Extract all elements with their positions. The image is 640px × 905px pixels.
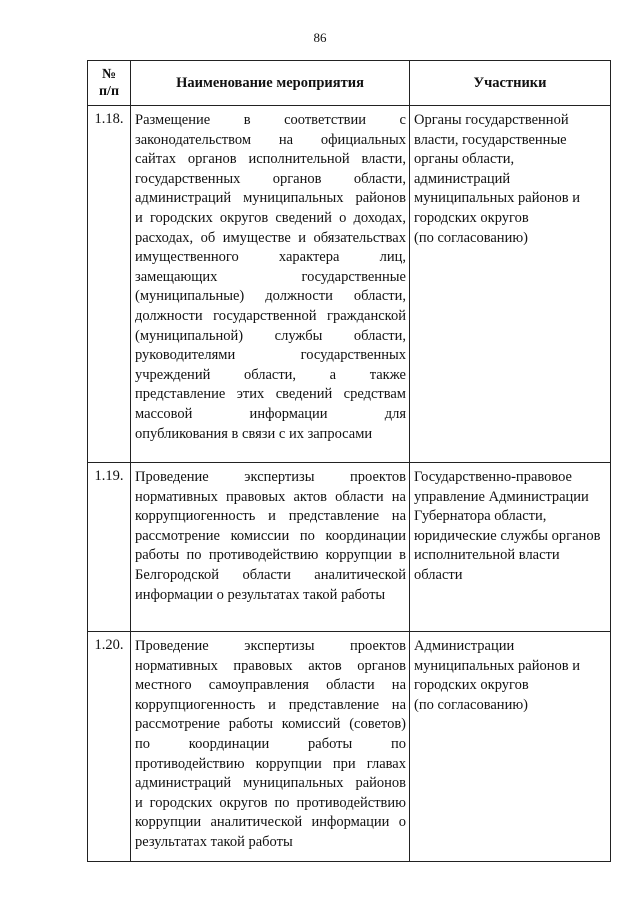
header-participants: Участники: [410, 61, 611, 106]
participants-line: Губернатора области,: [414, 508, 547, 525]
participants-line: муниципальных районов и: [414, 657, 580, 674]
measure-name-line: администраций муниципальных районов: [135, 190, 406, 207]
measure-name-line: имущественного характера лиц,: [135, 249, 406, 266]
header-name: Наименование мероприятия: [131, 61, 410, 106]
measure-name-line: сайтах органов исполнительной власти,: [135, 151, 406, 168]
measure-name-line: противодействию коррупции при главах: [135, 755, 406, 772]
measure-name-line: Проведение экспертизы проектов: [135, 469, 406, 485]
participants-line: городских округов: [414, 209, 529, 226]
table-row: [88, 106, 611, 463]
row-number: 1.20.: [88, 632, 131, 862]
measure-name-line: Белгородской области аналитической: [135, 566, 406, 583]
measure-name: [131, 632, 410, 862]
measure-name-line: коррупции аналитической информации о: [135, 814, 406, 831]
participants-line: (по согласованию): [414, 229, 528, 246]
measure-name-line: замещающих государственные: [135, 268, 406, 285]
participants: [410, 632, 611, 862]
measure-name-line: Размещение в соответствии с: [135, 112, 406, 128]
measure-name-line: администраций муниципальных районов: [135, 775, 406, 792]
measure-name-line: по координации работы по: [135, 735, 406, 752]
measure-name-line: и городских округов сведений о доходах,: [135, 209, 406, 226]
participants-line: исполнительной власти: [414, 547, 560, 564]
participants-line: Администрации: [414, 638, 515, 654]
table-header-row: [88, 61, 611, 106]
measure-name-line: массовой информации для: [135, 405, 406, 422]
participants-line: управление Администрации: [414, 488, 589, 505]
measure-name-line: законодательством на официальных: [135, 131, 406, 148]
participants-line: юридические службы органов: [414, 527, 601, 544]
participants-line: Государственно-правовое: [414, 469, 572, 485]
measure-name-line: и городских округов по противодействию: [135, 794, 406, 811]
measure-name-line: государственных органов области,: [135, 170, 406, 187]
measure-name-line: опубликования в связи с их запросами: [135, 425, 373, 442]
measure-name-line: результатах такой работы: [135, 833, 293, 850]
header-number-line1: №: [101, 67, 117, 82]
participants: [410, 463, 611, 632]
measure-name-line: информации о результатах такой работы: [135, 586, 386, 603]
measure-name-line: (муниципальной) службы области,: [135, 327, 406, 344]
measure-name-line: руководителями государственных: [135, 347, 406, 364]
measure-name-line: коррупциогенность и представление на: [135, 508, 406, 525]
table-row: [88, 632, 611, 862]
header-number: [88, 61, 131, 106]
participants-line: области: [414, 566, 463, 583]
measure-name-line: нормативных правовых актов области на: [135, 488, 406, 505]
row-number: 1.18.: [88, 106, 131, 463]
measure-name-line: коррупциогенность и представление на: [135, 696, 406, 713]
measure-name-line: рассмотрение работы комиссий (советов): [135, 716, 406, 733]
measure-name: [131, 463, 410, 632]
measure-name: [131, 106, 410, 463]
measure-name-line: представление этих сведений средствам: [135, 386, 406, 403]
participants-line: муниципальных районов и: [414, 190, 580, 207]
participants-line: Органы государственной: [414, 112, 569, 128]
measure-name-line: (муниципальные) должности области,: [135, 288, 406, 305]
participants: [410, 106, 611, 463]
measure-name-line: рассмотрение комиссии по координации: [135, 527, 406, 544]
measure-name-line: должности государственной гражданской: [135, 307, 406, 324]
row-number: 1.19.: [88, 463, 131, 632]
table-row: [88, 463, 611, 632]
participants-line: власти, государственные: [414, 131, 567, 148]
measure-name-line: учреждений области, а также: [135, 366, 406, 383]
measure-name-line: расходах, об имуществе и обязательствах: [135, 229, 406, 246]
participants-line: (по согласованию): [414, 696, 528, 713]
measure-name-line: нормативных правовых актов органов: [135, 657, 406, 674]
header-number-line2: п/п: [98, 84, 120, 99]
page-number: 86: [313, 30, 327, 45]
measure-name-line: Проведение экспертизы проектов: [135, 638, 406, 654]
participants-line: городских округов: [414, 677, 529, 694]
participants-line: администраций: [414, 170, 511, 187]
participants-line: органы области,: [414, 151, 515, 168]
measures-table: [87, 60, 611, 862]
measure-name-line: работы по противодействию коррупции в: [135, 547, 406, 564]
measure-name-line: местного самоуправления области на: [135, 677, 406, 694]
